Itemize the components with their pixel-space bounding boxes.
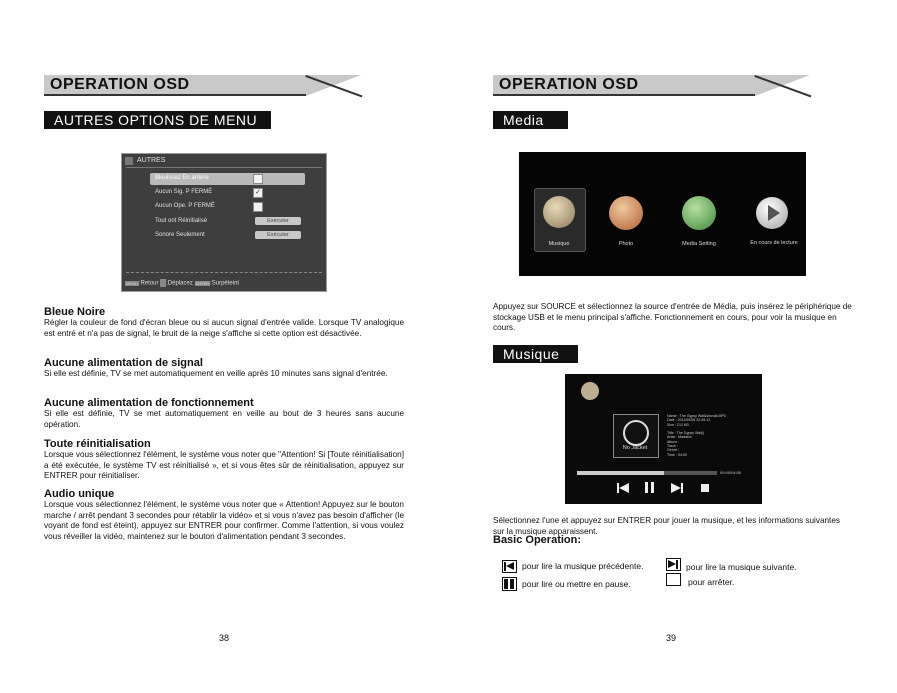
progress-fill <box>577 471 664 475</box>
pause-icon <box>502 577 517 591</box>
time-display: 00:00/04:50 <box>720 470 742 475</box>
media-item-setting[interactable]: Media Setting <box>682 241 716 247</box>
menu-key-icon: MENU <box>126 280 138 286</box>
stop-button[interactable] <box>701 484 709 492</box>
left-header <box>44 75 364 94</box>
gear-icon <box>682 196 716 230</box>
menu-item-nosig-checkbox[interactable]: ✓ <box>253 188 263 198</box>
menu-item-reset[interactable]: Tout ont Réinitialisé <box>155 218 208 224</box>
media-item-now-playing[interactable]: En cours de lecture <box>750 240 798 246</box>
menu-icon <box>125 157 133 165</box>
menu-item-noope-checkbox[interactable] <box>253 202 263 212</box>
section-title-audio: Audio unique <box>44 488 115 500</box>
section-body-no-signal: Si elle est définie, TV se met automatiquement en veille après 10 minutes sans signal d'entrée. <box>44 369 388 378</box>
right-page-number: 39 <box>666 633 677 643</box>
headphones-icon <box>623 420 649 446</box>
legend-pause: pour lire ou mettre en pause. <box>522 579 631 589</box>
legend-stop: pour arrêter. <box>688 577 735 587</box>
progress-bar[interactable] <box>577 471 717 475</box>
media-title: Media <box>493 111 568 129</box>
audio-execute-button[interactable]: Exécuter <box>255 231 301 239</box>
music-note-icon <box>543 196 575 228</box>
media-item-musique[interactable]: Musique <box>548 241 570 247</box>
media-description: Appuyez sur SOURCE et sélectionnez la source d'entrée de Média, puis insérez le périphérique de stockage USB et le menu principal s'affiche. Fonctionnement en cours, pour voir la musique en cours. <box>493 302 852 333</box>
musique-title: Musique <box>493 345 578 363</box>
music-description: Sélectionnez l'une et appuyez sur ENTRER pour jouer la musique, et les informations suivantes sur la musique apparaissent. <box>493 516 840 536</box>
menu-item-bleu-checkbox[interactable] <box>253 174 263 184</box>
section-title-reset: Toute réinitialisation <box>44 438 151 450</box>
legend-next: pour lire la musique suivante. <box>686 562 797 572</box>
section-title-bleue-noire: Bleue Noire <box>44 306 106 318</box>
right-header <box>493 75 813 94</box>
autres-menu-screen <box>121 153 327 292</box>
basic-operation-title: Basic Operation: <box>493 534 582 546</box>
enter-key-icon: ENTER <box>195 280 210 286</box>
left-section-title: AUTRES OPTIONS DE MENU <box>44 111 271 129</box>
media-screen <box>519 152 806 276</box>
album-label: No Jacket <box>622 445 648 451</box>
section-body-reset: Lorsque vous sélectionnez l'élément, le système vous noter que "Attention! Si [Toute réinitialisation] a été exécutée, le système TV est réinitialisé », et si vous êtes sûr de réinitialisation, appuyez sur ENTRER pour réinitialiser. <box>44 450 404 481</box>
section-body-bleue-noire: Régler la couleur de fond d'écran bleue ou si aucun signal d'entrée valide. Lorsque TV analogique est entré et n'a pas de signal, le bruit de la neige s'affiche si cette option est désactivée. <box>44 318 404 338</box>
menu-item-noope[interactable]: Aucun Ope. P FERMÉ <box>155 203 215 209</box>
next-button[interactable] <box>671 483 683 493</box>
prev-button[interactable] <box>617 483 629 493</box>
prev-icon <box>502 560 517 573</box>
music-player-screen <box>565 374 762 504</box>
menu-footer: MENU:Retour :Déplacez ENTER:Surpéteint <box>126 280 240 287</box>
stop-icon <box>666 573 681 586</box>
left-header-title: OPERATION OSD <box>50 76 190 93</box>
menu-title: AUTRES <box>137 157 166 164</box>
section-title-no-signal: Aucune alimentation de signal <box>44 357 203 369</box>
section-body-audio: Lorsque vous sélectionnez l'élément, le système vous noter que « Attention! Appuyez sur le bouton marche / arrêt pendant 3 secondes pour rétablir la vidéo» et si vous n'avez pas besoin d'afficher (le voyant de fond est éteint), appuyez sur ENTRER pour confirmer. Comme l'attention, si vous voulez vous réveiller la vidéo, maintenez sur le bouton d'alimentation pendant 3 secondes. <box>44 500 404 541</box>
section-body-no-operation: Si elle est définie, TV se met automatiquement en veille au bout de 3 heures sans aucune opération. <box>44 409 404 429</box>
menu-item-nosig[interactable]: Aucun Sig. P FERMÉ <box>155 189 213 195</box>
music-logo-icon <box>581 382 599 400</box>
menu-item-audio[interactable]: Sonore Seulement <box>155 232 205 238</box>
photo-icon <box>609 196 643 230</box>
menu-item-bleu[interactable]: Bleuissez En arrière <box>155 175 209 181</box>
next-icon <box>666 558 681 571</box>
left-page-number: 38 <box>219 633 230 643</box>
right-header-title: OPERATION OSD <box>499 76 639 93</box>
section-title-no-operation: Aucune alimentation de fonctionnement <box>44 397 254 409</box>
reset-execute-button[interactable]: Exécuter <box>255 217 301 225</box>
track-info: Name : The Gypsy Wal&sinvola.MP3 Date : 2011/09/06 20:28:12 Size : 212 KB Title : The Gypsy Wal(l) Artist : Madakin Album : Track : Genre : Time : 04:50 <box>667 414 726 457</box>
pause-button[interactable] <box>645 482 655 493</box>
media-item-photo[interactable]: Photo <box>618 241 634 247</box>
legend-prev: pour lire la musique précédente. <box>522 561 644 571</box>
